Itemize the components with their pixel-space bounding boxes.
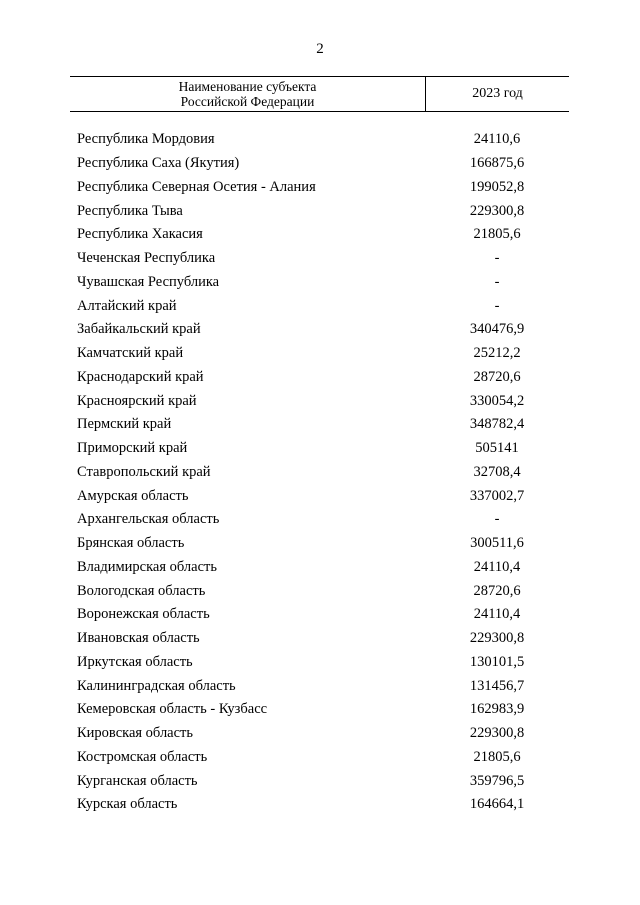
region-name: Ставропольский край [77, 463, 211, 480]
table-row [77, 271, 567, 295]
region-value: 162983,9 [469, 701, 525, 718]
table-row [77, 128, 567, 152]
table-row [77, 769, 567, 793]
region-name: Республика Мордовия [77, 131, 215, 148]
column-header-subject-line1: Наименование субъекта [178, 79, 317, 94]
region-name: Республика Хакасия [77, 226, 203, 243]
region-value: 24110,4 [473, 606, 521, 623]
table-row [77, 176, 567, 200]
table-row [77, 294, 567, 318]
region-name: Краснодарский край [77, 368, 204, 385]
region-value: - [494, 250, 500, 267]
region-name: Брянская область [77, 535, 185, 552]
region-value: 164664,1 [469, 796, 525, 813]
region-value: 505141 [475, 440, 519, 457]
table-row [77, 152, 567, 176]
table-row [77, 199, 567, 223]
table-row [77, 627, 567, 651]
table-row [77, 413, 567, 437]
region-value: 24110,6 [473, 131, 521, 148]
region-name: Амурская область [77, 487, 189, 504]
region-name: Красноярский край [77, 392, 197, 409]
region-value: 229300,8 [469, 725, 525, 742]
region-value: - [494, 273, 500, 290]
table-row [77, 437, 567, 461]
region-name: Приморский край [77, 440, 188, 457]
region-name: Архангельская область [77, 511, 220, 528]
table-row [77, 698, 567, 722]
region-value: 166875,6 [469, 155, 525, 172]
region-value: 330054,2 [469, 392, 525, 409]
region-value: 21805,6 [473, 226, 521, 243]
table-row [77, 389, 567, 413]
region-name: Курская область [77, 796, 178, 813]
page-number: 2 [316, 41, 324, 57]
table-row [77, 223, 567, 247]
region-value: 199052,8 [469, 178, 525, 195]
region-value: 32708,4 [473, 463, 521, 480]
table-row [77, 342, 567, 366]
region-value: 340476,9 [469, 321, 525, 338]
table-row [77, 556, 567, 580]
table-row [77, 722, 567, 746]
column-header-subject [70, 77, 426, 111]
region-name: Республика Тыва [77, 202, 183, 219]
table-row [77, 746, 567, 770]
table-row [77, 651, 567, 675]
region-name: Кировская область [77, 725, 194, 742]
column-header-year: 2023 год [472, 86, 523, 101]
region-value: - [494, 511, 500, 528]
region-value: 229300,8 [469, 630, 525, 647]
table-row [77, 484, 567, 508]
region-name: Иркутская область [77, 653, 193, 670]
table-header [70, 76, 569, 112]
column-header-subject-line2: Российской Федерации [180, 94, 315, 109]
region-value: 24110,4 [473, 558, 521, 575]
table-body [77, 128, 567, 817]
region-name: Костромская область [77, 748, 208, 765]
table-row [77, 247, 567, 271]
region-name: Пермский край [77, 416, 172, 433]
table-row [77, 674, 567, 698]
table-row [77, 508, 567, 532]
region-value: 25212,2 [473, 345, 521, 362]
region-value: 348782,4 [469, 416, 525, 433]
region-value: 229300,8 [469, 202, 525, 219]
table-row [77, 532, 567, 556]
region-value: 337002,7 [469, 487, 525, 504]
region-name: Республика Северная Осетия - Алания [77, 178, 316, 195]
region-name: Камчатский край [77, 345, 184, 362]
region-name: Алтайский край [77, 297, 177, 314]
region-value: 28720,6 [473, 582, 521, 599]
region-value: 131456,7 [469, 677, 525, 694]
region-name: Калининградская область [77, 677, 236, 694]
region-name: Республика Саха (Якутия) [77, 155, 240, 172]
region-value: 300511,6 [470, 535, 524, 552]
region-name: Ивановская область [77, 630, 200, 647]
table-row [77, 318, 567, 342]
region-name: Воронежская область [77, 606, 210, 623]
table-row [77, 366, 567, 390]
region-name: Курганская область [77, 772, 198, 789]
region-value: 130101,5 [469, 653, 525, 670]
region-name: Чувашская Республика [77, 273, 220, 290]
region-value: - [494, 297, 500, 314]
table-row [77, 461, 567, 485]
table-row [77, 579, 567, 603]
region-value: 28720,6 [473, 368, 521, 385]
region-value: 21805,6 [473, 748, 521, 765]
region-name: Кемеровская область - Кузбасс [77, 701, 268, 718]
table-row [77, 603, 567, 627]
region-name: Владимирская область [77, 558, 217, 575]
region-name: Вологодская область [77, 582, 206, 599]
region-name: Чеченская Республика [77, 250, 216, 267]
region-value: 359796,5 [469, 772, 525, 789]
table-row [77, 793, 567, 817]
region-name: Забайкальский край [77, 321, 201, 338]
